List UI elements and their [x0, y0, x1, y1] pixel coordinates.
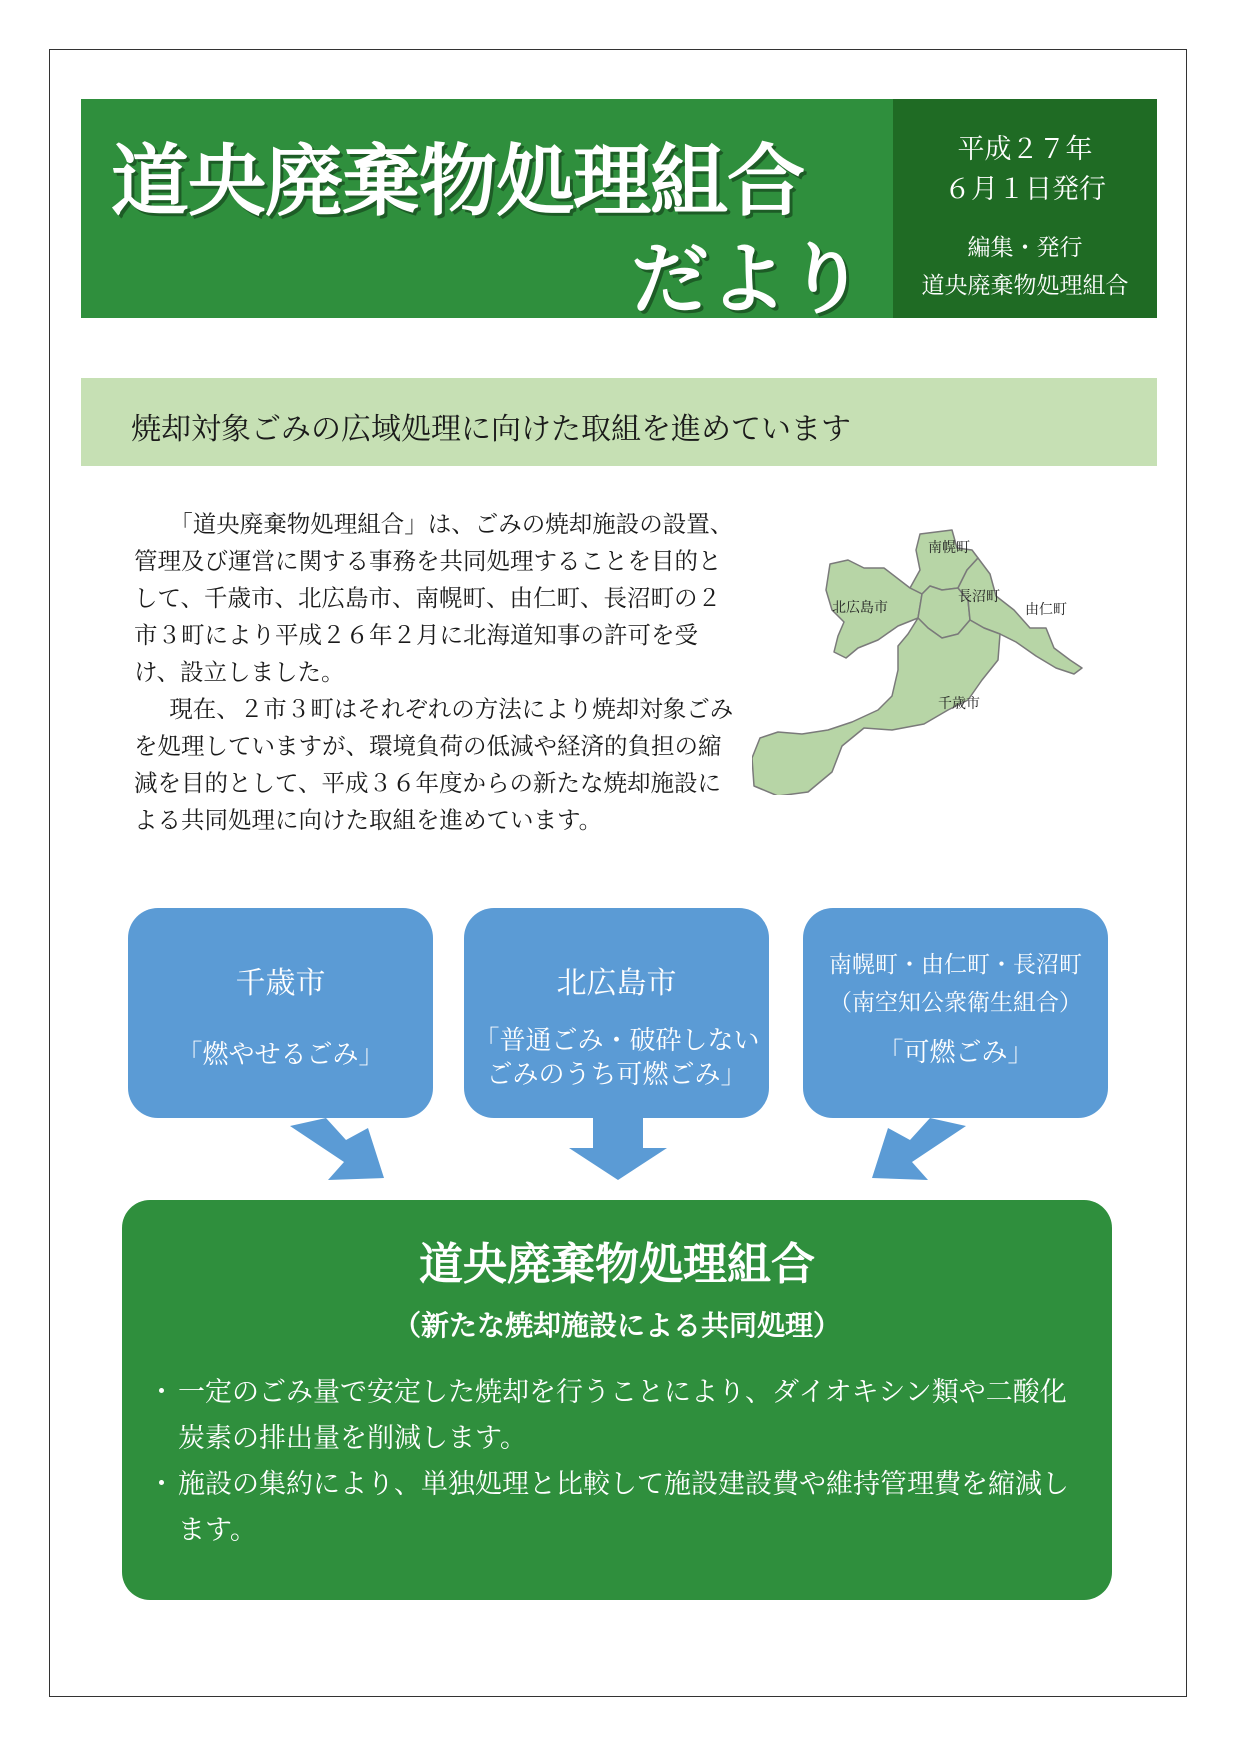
newsletter-title-banner	[81, 99, 893, 325]
intro-paragraph-1: 「道央廃棄物処理組合」は、ごみの焼却施設の設置、管理及び運営に関する事務を共同処理することを目的として、千歳市、北広島市、南幌町、由仁町、長沼町の２市３町により平成２６年２月に北海道知事の許可を受け、設立しました。	[134, 510, 734, 686]
municipality-name: 南幌町・由仁町・長沼町	[829, 952, 1082, 978]
section-title: 焼却対象ごみの広域処理に向けた取組を進めています	[131, 412, 851, 447]
intro-paragraph-2: 現在、２市３町はそれぞれの方法により焼却対象ごみを処理していますが、環境負荷の低減や経済的負担の縮減を目的として、平成３６年度からの新たな焼却施設による共同処理に向けた取組を進めています。	[134, 695, 734, 834]
section-heading-bar	[81, 378, 1157, 466]
issue-info-panel	[893, 99, 1157, 318]
map-label-kitahiroshima: 北広島市	[832, 600, 888, 616]
arrow-down-icon	[563, 1118, 673, 1180]
editor-name: 道央廃棄物処理組合	[921, 273, 1129, 299]
municipality-box-kitahiroshima	[464, 908, 769, 1118]
waste-type-line-1: 「普通ごみ・破砕しない	[473, 1026, 760, 1056]
waste-type: 「可燃ごみ」	[877, 1038, 1034, 1068]
map-label-chitose: 千歳市	[938, 696, 980, 712]
region-map	[752, 510, 1152, 795]
benefit-item: ・ 施設の集約により、単独処理と比較して施設建設費や維持管理費を縮減します。	[154, 1462, 1089, 1554]
waste-type-line-2: ごみのうち可燃ごみ」	[486, 1060, 747, 1090]
intro-text	[134, 506, 744, 839]
issue-year: 平成２７年	[957, 134, 1093, 165]
issue-date: ６月１日発行	[944, 174, 1106, 205]
municipality-name: 北広島市	[556, 966, 677, 1001]
arrow-down-icon	[858, 1118, 968, 1180]
map-label-yuni: 由仁町	[1025, 602, 1067, 618]
result-title: 道央廃棄物処理組合	[419, 1239, 815, 1290]
joint-processing-panel	[122, 1200, 1112, 1600]
map-label-naganuma: 長沼町	[958, 589, 1000, 605]
municipality-name: 千歳市	[235, 966, 326, 1001]
municipality-box-minamisorachi	[803, 908, 1108, 1118]
arrow-down-icon	[288, 1118, 398, 1180]
municipality-box-chitose	[128, 908, 433, 1118]
result-subtitle: （新たな焼却施設による共同処理）	[392, 1309, 841, 1342]
benefit-list	[154, 1370, 1089, 1554]
waste-type: 「燃やせるごみ」	[176, 1040, 385, 1070]
newsletter-subtitle: だより	[630, 235, 865, 325]
editor-label: 編集・発行	[967, 235, 1083, 261]
association-name: （南空知公衆衛生組合）	[829, 990, 1082, 1016]
newsletter-title: 道央廃棄物処理組合	[111, 137, 805, 227]
benefit-item: ・ 一定のごみ量で安定した焼却を行うことにより、ダイオキシン類や二酸化炭素の排出量を削減します。	[154, 1370, 1089, 1462]
map-label-nanporo: 南幌町	[928, 540, 970, 556]
